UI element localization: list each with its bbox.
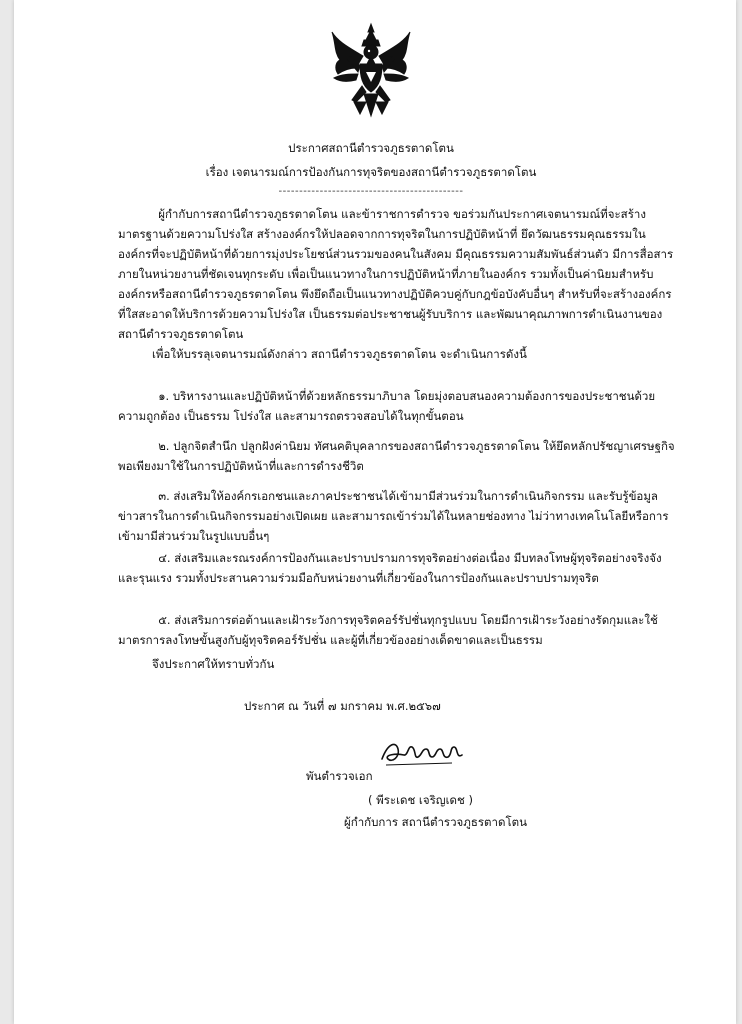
item-2: ๒. ปลูกจิตสำนึก ปลูกฝังค่านิยม ทัศนคติบุคลากรของสถานีตำรวจภูธรตาดโตน ให้ยึดหลักปรัชญาเศรษฐกิจพอเพียงมาใช้ในการปฏิบัติหน้าที่และการดำรงชีวิต (118, 439, 675, 473)
item-5: ๕. ส่งเสริมการต่อต้านและเฝ้าระวังการทุจริตคอร์รัปชั่นทุกรูปแบบ โดยมีการเฝ้าระวังอย่างรัดกุมและใช้มาตรการลงโทษขั้นสูงกับผู้ทุจริตคอร์รัปชั่น และผู้ที่เกี่ยวข้องอย่างเด็ดขาดและเป็นธรรม (118, 613, 658, 647)
separator-line: --------------------------------------------- (278, 186, 464, 197)
closing-line: จึงประกาศให้ทราบทั่วกัน (152, 657, 275, 671)
item-3: ๓. ส่งเสริมให้องค์กรเอกชนและภาคประชาชนได้เข้ามามีส่วนร่วมในการดำเนินกิจกรรม และรับรู้ข้อมูลข่าวสารในการดำเนินกิจกรรมอย่างเปิดเผย และสามารถเข้าร่วมได้ในหลายช่องทาง ไม่ว่าทางเทคโนโลยีหรือการเข้ามามีส่วนร่วมในรูปแบบอื่นๆ (118, 489, 669, 543)
item-4: ๔. ส่งเสริมและรณรงค์การป้องกันและปราบปรามการทุจริตอย่างต่อเนื่อง มีบทลงโทษผู้ทุจริตอย่างจริงจังและรุนแรง รวมทั้งประสานความร่วมมือกับหน่วยงานที่เกี่ยวข้องในการป้องกันและปราบปรามทุจริต (118, 551, 662, 585)
signer-position: ผู้กำกับการ สถานีตำรวจภูธรตาดโตน (344, 815, 527, 829)
item-1: ๑. บริหารงานและปฏิบัติหน้าที่ด้วยหลักธรรมาภิบาล โดยมุ่งตอบสนองความต้องการของประชาชนด้วยความถูกต้อง เป็นธรรม โปร่งใส และสามารถตรวจสอบได้ในทุกขั้นตอน (118, 389, 656, 423)
garuda-emblem-icon (330, 22, 412, 118)
purpose-paragraph: เพื่อให้บรรลุเจตนารมณ์ดังกล่าว สถานีตำรวจภูธรตาดโตน จะดำเนินการดังนี้ (152, 347, 527, 361)
announcement-title: ประกาศสถานีตำรวจภูธรตาดโตน (288, 141, 454, 155)
intro-paragraph: ผู้กำกับการสถานีตำรวจภูธรตาดโตน และข้าราชการตำรวจ ขอร่วมกันประกาศเจตนารมณ์ที่จะสร้างมาตรฐานด้วยความโปร่งใส สร้างองค์กรให้ปลอดจากการทุจริตในการปฏิบัติหน้าที่ ยึดวัฒนธรรมคุณธรรมในองค์กรที่จะปฏิบัติหน้าที่ด้วยการมุ่งประโยชน์ส่วนรวมของคนในสังคม มีคุณธรรมความสัมพันธ์ส่วนตัว มีการสื่อสารภายในหน่วยงานที่ชัดเจนทุกระดับ เพื่อเป็นแนวทางในการปฏิบัติหน้าที่ภายในองค์กร รวมทั้งเป็นค่านิยมสำหรับองค์กรหรือสถานีตำรวจภูธรตาดโตน พึงยึดถือเป็นแนวทางปฏิบัติควบคู่กับกฎข้อบังคับอื่นๆ สำหรับที่จะสร้างองค์กรที่ใสสะอาดให้บริการด้วยความโปร่งใส เป็นธรรมต่อประชาชนผู้รับบริการ และพัฒนาคุณภาพการดำเนินงานของสถานีตำรวจภูธรตาดโตน (118, 207, 674, 341)
signer-name: ( พีระเดช เจริญเดช ) (368, 793, 473, 807)
signer-rank: พันตำรวจเอก (306, 769, 373, 783)
announcement-date: ประกาศ ณ วันที่ ๗ มกราคม พ.ศ.๒๕๖๗ (244, 699, 441, 713)
announcement-subject: เรื่อง เจตนารมณ์การป้องกันการทุจริตของสถานีตำรวจภูธรตาดโตน (205, 165, 537, 179)
signature-icon (378, 735, 468, 771)
